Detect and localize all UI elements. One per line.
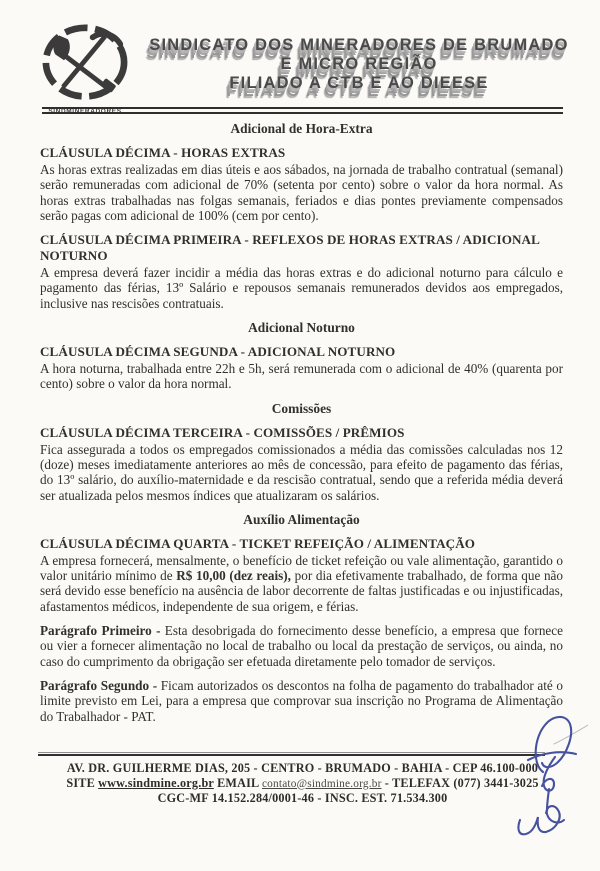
paragrafo-segundo-text: Ficam autorizados os descontos na folha de pagamento do trabalhador até o limite previsto em Lei, para a empresa que comprovar sua inscrição no Programa de Alimentação do Trabalhador - PAT.	[40, 677, 563, 724]
footer-contact-line	[30, 776, 575, 792]
footer-divider	[38, 752, 545, 756]
clause-decima-quarta-text-pre: A empresa fornecerá, mensalmente, o benefício de ticket refeição ou vale alimentação, garantido o valor unitário mínimo de	[40, 552, 563, 584]
paragrafo-primeiro	[40, 623, 563, 669]
paragrafo-segundo	[40, 678, 563, 724]
clause-decima-segunda-text: A hora noturna, trabalhada entre 22h e 5h, será remunerada com o adicional de 40% (quarenta por cento) sobre o valor da hora normal.	[40, 361, 563, 392]
footer-telefax: - TELEFAX (077) 3441-3025	[381, 775, 539, 790]
union-title	[136, 24, 582, 115]
clause-decima-quarta-text-post: por dia efetivamente trabalhado, de forma que não será devido esse benefício na ausência de labor decorrente de faltas justificadas e ou injustificadas, afastamentos médicos, independente de sua origem, e férias.	[40, 568, 563, 614]
clause-decima-primeira-text: A empresa deverá fazer incidir a média das horas extras e do adicional noturno para cálculo e pagamento das férias, 13º Salário e repousos semanais remunerados devidos aos empregados, inclusive nas rescisões contratuais.	[40, 265, 563, 311]
header-divider	[42, 107, 563, 114]
section-heading-comissoes: Comissões	[271, 400, 332, 416]
footer-registration-line: CGC-MF 14.152.284/0001-46 - INSC. EST. 71.534.300	[157, 791, 448, 806]
clause-decima-terceira-text: Fica assegurada a todos os empregados comissionados a média das comissões calculadas nos 12 (doze) meses imediatamente anteriores ao mês de concessão, para efeito de pagamento das férias, do 13º salário, do auxílio-maternidade e da rescisão contratual, sendo que a referida média deverá ser atualizada pelos mesmos índices que atualizaram os salários.	[40, 441, 563, 503]
title-line-1: SINDICATO DOS MINERADORES DE BRUMADO	[149, 36, 569, 54]
footer-site-label: SITE	[66, 775, 99, 790]
crossed-tools-icon	[37, 24, 133, 106]
clause-decima-terceira	[40, 425, 563, 503]
clause-decima-terceira-title: CLÁUSULA DÉCIMA TERCEIRA - COMISSÕES / PRÊMIOS	[40, 424, 405, 440]
logo-caption: SINDMINERADORES	[48, 108, 122, 115]
ticket-value-bold: R$ 10,00 (dez reais),	[176, 568, 291, 584]
letterhead	[34, 24, 582, 115]
footer-email-label: EMAIL	[213, 775, 262, 790]
section-heading-adicional-noturno: Adicional Noturno	[248, 320, 355, 336]
clause-decima-primeira-title: CLÁUSULA DÉCIMA PRIMEIRA - REFLEXOS DE HORAS EXTRAS / ADICIONAL NOTURNO	[40, 232, 540, 264]
clause-decima-segunda-title: CLÁUSULA DÉCIMA SEGUNDA - ADICIONAL NOTURNO	[40, 344, 396, 360]
paragrafo-segundo-label: Parágrafo Segundo -	[40, 677, 161, 693]
clause-decima-primeira	[40, 232, 563, 311]
footer-address-line: AV. DR. GUILHERME DIAS, 205 - CENTRO - BRUMADO - BAHIA - CEP 46.100-000	[66, 761, 539, 775]
footer-email-address: contato@sindmine.org.br	[261, 777, 382, 790]
footer-block	[30, 761, 575, 806]
paragrafo-primeiro-text: Esta desobrigada do fornecimento desse benefício, a empresa que fornece ou vier a fornecer alimentação no local de trabalho ou local da prestação de serviços, ou ainda, no caso do cumprimento da obrigação ser efetuada diretamente pelo tomador de serviços.	[40, 623, 563, 669]
handwritten-signature-mark	[498, 712, 588, 847]
footer-site-url: www.sindmine.org.br	[98, 775, 214, 790]
document-body	[40, 121, 563, 733]
section-heading-hora-extra: Adicional de Hora-Extra	[230, 121, 373, 136]
clause-decima-quarta	[40, 536, 563, 614]
title-line-2: E MICRO REGIÃO	[280, 55, 438, 73]
clause-decima-title: CLÁUSULA DÉCIMA - HORAS EXTRAS	[40, 145, 286, 160]
clause-decima-text: As horas extras realizadas em dias úteis e aos sábados, na jornada de trabalho contratual (semanal) serão remuneradas com adicional de 70% (setenta por cento) sobre o valor da hora normal. As horas extras trabalhadas nas folgas semanais, feriados e dias pontes previamente compensados serão pagas com adicional de 100% (cem por cento).	[40, 162, 563, 223]
union-logo	[34, 24, 136, 115]
clause-decima-segunda	[40, 344, 563, 392]
section-heading-auxilio-alimentacao: Auxílio Alimentação	[243, 511, 360, 527]
clause-decima	[40, 145, 563, 223]
clause-decima-quarta-text	[40, 553, 563, 614]
paragrafo-primeiro-label: Parágrafo Primeiro -	[40, 623, 165, 639]
clause-decima-quarta-title: CLÁUSULA DÉCIMA QUARTA - TICKET REFEIÇÃO / ALIMENTAÇÃO	[40, 535, 476, 551]
title-line-3: FILIADO A CTB E AO DIEESE	[229, 74, 489, 92]
